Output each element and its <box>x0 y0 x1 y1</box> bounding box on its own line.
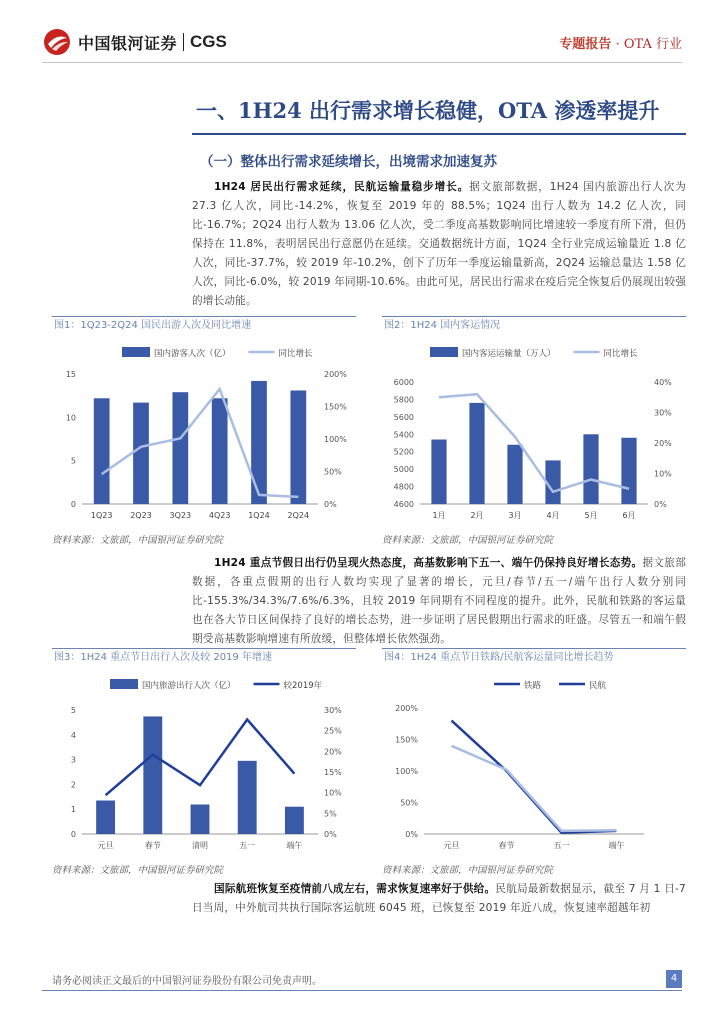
y-right-tick-label: 25% <box>324 726 342 736</box>
bar-2Q23 <box>133 403 149 504</box>
y-right-tick-label: 20% <box>654 439 672 448</box>
y-right-tick-label: 15% <box>324 768 342 777</box>
x-tick-label: 2Q24 <box>287 511 310 520</box>
y-tick-label: 50% <box>400 798 418 808</box>
x-tick-label: 清明 <box>192 841 208 850</box>
y-left-tick-label: 6000 <box>393 378 414 387</box>
paragraph-2-body: 据文旅部数据，各重点假期的出行人数均实现了显著的增长，元旦/春节/五一/端午出行人数分别同比-155.3%/34.3%/7.6%/6.3%，且较 2019 年同期有不同程度的提升。此外，民航和铁路的客运量也在各大节日区间保持了良好的增长态势，进一步证明了居民假期出行需求的旺盛。尽管五一和端午假期受高基数影响增速有所放缓，但整体增长依然强劲。 <box>192 557 686 645</box>
y-tick-label: 100% <box>395 767 418 776</box>
y-left-tick-label: 15 <box>65 370 76 379</box>
y-right-tick-label: 30% <box>324 706 342 715</box>
x-tick-label: 3Q23 <box>169 511 192 520</box>
logo-english-name: CGS <box>190 32 227 51</box>
y-right-tick-label: 200% <box>324 370 347 379</box>
y-right-tick-label: 30% <box>654 408 672 418</box>
bar-3月 <box>507 445 522 504</box>
x-tick-label: 2Q23 <box>130 511 152 520</box>
footer-divider <box>42 990 682 991</box>
report-type: 专题报告 <box>559 37 612 52</box>
y-right-tick-label: 150% <box>324 402 347 412</box>
y-left-tick-label: 5600 <box>393 412 414 422</box>
x-tick-label: 4Q23 <box>208 511 231 520</box>
company-logo <box>42 26 272 58</box>
x-tick-label: 4月 <box>546 511 560 520</box>
figure-3-chart <box>52 670 354 858</box>
series-line-同比增长 <box>439 394 629 492</box>
figure-1-chart <box>52 338 354 528</box>
x-tick-label: 5月 <box>584 511 598 520</box>
y-right-tick-label: 0% <box>654 500 667 509</box>
legend-label-0: 国内游客人次（亿） <box>154 349 231 359</box>
bar-4Q23 <box>212 398 228 504</box>
y-tick-label: 0% <box>405 830 418 839</box>
y-right-tick-label: 40% <box>654 378 672 387</box>
legend-label-1: 同比增长 <box>603 349 638 359</box>
y-left-tick-label: 5800 <box>393 395 414 405</box>
figure-2-source: 资料来源：文旅部，中国银河证券研究院 <box>382 535 554 546</box>
legend-label-0: 国内旅游出行人次（亿） <box>142 681 236 691</box>
legend-label-1: 同比增长 <box>278 349 313 359</box>
subsection-title: （一）整体出行需求延续增长，出境需求加速复苏 <box>200 154 497 170</box>
x-tick-label: 元旦 <box>443 841 460 850</box>
page-number: 4 <box>666 970 682 988</box>
y-right-tick-label: 50% <box>324 467 342 477</box>
y-right-tick-label: 100% <box>324 435 347 444</box>
y-left-tick-label: 5200 <box>393 447 414 457</box>
x-tick-label: 1月 <box>432 511 446 520</box>
bar-2Q24 <box>290 390 306 504</box>
y-left-tick-label: 4 <box>70 730 76 740</box>
paragraph-1-body: 据文旅部数据，1H24 国内旅游出行人次为 27.3 亿人次，同比-14.2%，恢复至 2019 年的 88.5%；1Q24 出行人数为 14.2 亿人次，同比-16.7%；2Q24 出行人数为 13.06 亿人次，受二季度高基数影响同比增速较一季度有所下滑，但仍保持在 11.8%，表明居民出行意愿仍在延续。交通数据统计方面，1Q24 全行业完成运输量近 1.8 亿人次，同比-37.7%，较 2019 年-10.2%，创下了历年一季度运输量新高，2Q24 运输总量达 1.58 亿人次，同比-6.0%，较 2019 年同期-10.6%。由此可见，居民出行需求在疫后完全恢复后仍展现出较强的增长动能。 <box>192 181 686 307</box>
figure-1-caption: 图1：1Q23-2Q24 国民出游人次及同比增速 <box>52 316 356 335</box>
y-left-tick-label: 1 <box>70 805 76 815</box>
title-underline <box>192 133 686 135</box>
y-right-tick-label: 5% <box>324 809 337 819</box>
y-right-tick-label: 0% <box>324 830 337 839</box>
legend-swatch-0 <box>110 679 138 689</box>
y-left-tick-label: 3 <box>70 755 76 765</box>
y-left-tick-label: 5400 <box>393 430 414 440</box>
x-tick-label: 3月 <box>508 511 522 520</box>
bar-五一 <box>238 761 257 834</box>
bar-3Q23 <box>172 392 188 504</box>
bar-6月 <box>621 438 636 504</box>
report-type-label <box>559 33 682 52</box>
y-left-tick-label: 0 <box>70 500 76 509</box>
y-left-tick-label: 2 <box>70 780 76 790</box>
bar-5月 <box>583 434 598 504</box>
x-tick-label: 五一 <box>553 841 570 850</box>
legend-swatch-0 <box>122 347 150 357</box>
x-tick-label: 春节 <box>144 841 161 850</box>
x-tick-label: 五一 <box>239 841 256 850</box>
series-line-铁路 <box>452 721 617 833</box>
bar-春节 <box>143 716 162 834</box>
footer-disclaimer: 请务必阅读正文最后的中国银河证券股份有限公司免责声明。 <box>52 976 322 987</box>
x-tick-label: 端午 <box>608 841 625 850</box>
figure-1-source: 资料来源：文旅部，中国银河证券研究院 <box>52 535 224 546</box>
legend-label-0: 铁路 <box>524 681 542 691</box>
logo-chinese-name: 中国银河证券 <box>78 33 178 53</box>
x-tick-label: 6月 <box>622 511 636 520</box>
x-tick-label: 春节 <box>498 841 515 850</box>
y-left-tick-label: 5 <box>70 456 76 466</box>
series-line-同比增长 <box>102 389 299 497</box>
figure-2-caption: 图2：1H24 国内客运情况 <box>382 316 686 335</box>
y-tick-label: 200% <box>395 704 418 713</box>
y-right-tick-label: 0% <box>324 500 337 509</box>
paragraph-1-lead: 1H24 居民出行需求延续，民航运输量稳步增长。 <box>214 181 470 193</box>
y-left-tick-label: 4800 <box>393 482 414 492</box>
paragraph-3-lead: 国际航班恢复至疫情前八成左右，需求恢复速率好于供给。 <box>214 883 496 895</box>
paragraph-3 <box>192 880 686 918</box>
x-tick-label: 1Q23 <box>90 511 113 520</box>
y-right-tick-label: 10% <box>654 469 672 479</box>
figure-3-source: 资料来源：文旅部，中国银河证券研究院 <box>52 865 224 876</box>
bar-端午 <box>285 807 304 834</box>
header-divider <box>42 62 682 63</box>
bar-1Q24 <box>251 381 267 504</box>
paragraph-1 <box>192 178 686 311</box>
y-left-tick-label: 10 <box>65 413 76 423</box>
section-title: 一、1H24 出行需求增长稳健，OTA 渗透率提升 <box>196 98 660 123</box>
y-right-tick-label: 20% <box>324 747 342 757</box>
figure-2-chart <box>382 338 684 528</box>
x-tick-label: 端午 <box>286 841 303 850</box>
x-tick-label: 元旦 <box>97 841 114 850</box>
legend-label-1: 民航 <box>589 681 607 691</box>
legend-label-0: 国内客运运输量（万人） <box>462 349 556 359</box>
y-tick-label: 150% <box>395 735 418 745</box>
bar-1Q23 <box>94 398 110 504</box>
x-tick-label: 2月 <box>470 511 484 520</box>
bar-1月 <box>431 440 446 504</box>
y-left-tick-label: 0 <box>70 830 76 839</box>
figure-4-caption: 图4：1H24 重点节日铁路/民航客运量同比增长趋势 <box>382 648 686 667</box>
y-left-tick-label: 5000 <box>393 465 414 475</box>
legend-swatch-0 <box>430 347 458 357</box>
x-tick-label: 1Q24 <box>248 511 270 520</box>
logo-divider <box>183 33 184 51</box>
report-industry: OTA 行业 <box>623 37 682 52</box>
series-line-较2019年 <box>106 720 295 796</box>
paragraph-3-body: 民航局最新数据显示，截至 7 月 1 日-7 日当周，中外航司共执行国际客运航班 6045 班，已恢复至 2019 年近八成，恢复速率超越年初 <box>192 883 686 914</box>
bar-元旦 <box>96 801 115 834</box>
y-left-tick-label: 4600 <box>393 500 414 509</box>
bar-2月 <box>469 403 484 504</box>
paragraph-2-lead: 1H24 重点节假日出行仍呈现火热态度，高基数影响下五一、端午仍保持良好增长态势。 <box>214 557 643 569</box>
galaxy-logo-icon <box>42 27 72 57</box>
bar-清明 <box>191 804 210 834</box>
series-line-民航 <box>452 746 617 831</box>
figure-3-caption: 图3：1H24 重点节日出行人次及较 2019 年增速 <box>52 648 356 667</box>
report-separator: · <box>615 37 620 52</box>
y-left-tick-label: 5 <box>70 706 76 715</box>
figure-4-source: 资料来源：文旅部，中国银河证券研究院 <box>382 865 554 876</box>
figure-4-chart <box>382 670 684 858</box>
paragraph-2 <box>192 554 686 649</box>
legend-label-1: 较2019年 <box>283 681 323 691</box>
y-right-tick-label: 10% <box>324 788 342 798</box>
